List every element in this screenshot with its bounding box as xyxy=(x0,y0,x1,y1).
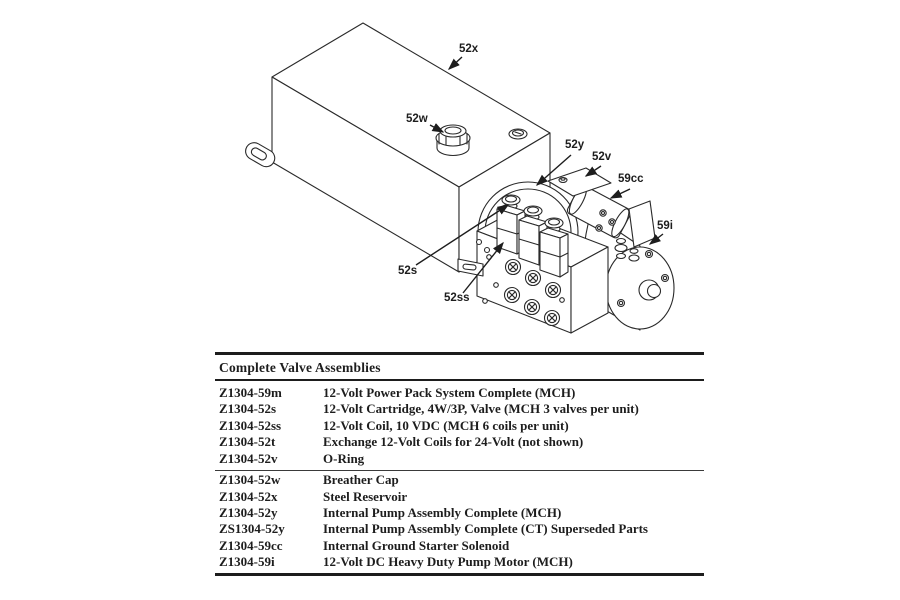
leader-arrow-59cc xyxy=(611,189,630,198)
table-row xyxy=(215,521,704,537)
table-bottom-border xyxy=(215,573,704,576)
table-row xyxy=(215,418,704,434)
part-description-cell: O-Ring xyxy=(323,450,365,466)
table-row xyxy=(215,434,704,450)
part-label-52s: 52s xyxy=(398,265,418,277)
table-row xyxy=(215,538,704,554)
part-number-cell: ZS1304-52y xyxy=(219,521,285,537)
part-label-59i: 59i xyxy=(657,220,673,232)
filler-plug xyxy=(509,129,527,139)
part-description-cell: 12-Volt Power Pack System Complete (MCH) xyxy=(323,385,576,400)
table-title: Complete Valve Assemblies xyxy=(219,359,381,375)
part-label-52x: 52x xyxy=(459,43,479,55)
breather-cap xyxy=(436,125,470,156)
part-description-cell: Exchange 12-Volt Coils for 24-Volt (not shown) xyxy=(323,434,584,450)
table-row xyxy=(215,451,704,467)
part-number-cell: Z1304-52v xyxy=(219,450,278,466)
table-row xyxy=(215,489,704,505)
table-row xyxy=(215,385,704,401)
part-description-cell: 12-Volt Coil, 10 VDC (MCH 6 coils per unit) xyxy=(323,417,569,433)
part-description-cell: Internal Pump Assembly Complete (MCH) xyxy=(323,505,562,521)
part-label-52y: 52y xyxy=(565,139,585,151)
table-rows-group-1 xyxy=(215,381,704,470)
part-label-59cc: 59cc xyxy=(618,173,644,185)
part-number-cell: Z1304-59m xyxy=(219,385,282,400)
part-description-cell: Steel Reservoir xyxy=(323,488,408,504)
table-row xyxy=(215,401,704,417)
part-number-cell: Z1304-52y xyxy=(219,505,278,521)
part-description-cell: 12-Volt DC Heavy Duty Pump Motor (MCH) xyxy=(323,554,573,570)
leader-arrow-52x xyxy=(449,57,462,69)
part-label-52v: 52v xyxy=(592,151,612,163)
part-description-cell: 12-Volt Cartridge, 4W/3P, Valve (MCH 3 valves per unit) xyxy=(323,401,639,417)
part-number-cell: Z1304-52t xyxy=(219,434,276,450)
part-number-cell: Z1304-52s xyxy=(219,401,277,417)
table-rows-group-2 xyxy=(215,471,704,572)
part-number-cell: Z1304-59cc xyxy=(219,537,283,553)
part-label-52ss: 52ss xyxy=(444,292,470,304)
part-label-52w: 52w xyxy=(406,113,428,125)
part-description-cell: Breather Cap xyxy=(323,472,399,488)
parts-table xyxy=(215,352,704,576)
part-description-cell: Internal Ground Starter Solenoid xyxy=(323,537,510,553)
part-description-cell: Internal Pump Assembly Complete (CT) Superseded Parts xyxy=(323,521,648,537)
table-row xyxy=(215,505,704,521)
part-number-cell: Z1304-59i xyxy=(219,554,275,570)
table-row xyxy=(215,472,704,488)
part-number-cell: Z1304-52w xyxy=(219,472,281,488)
solenoid-bracket xyxy=(629,201,655,247)
table-row xyxy=(215,554,704,570)
part-number-cell: Z1304-52ss xyxy=(219,417,282,433)
part-number-cell: Z1304-52x xyxy=(219,488,278,504)
